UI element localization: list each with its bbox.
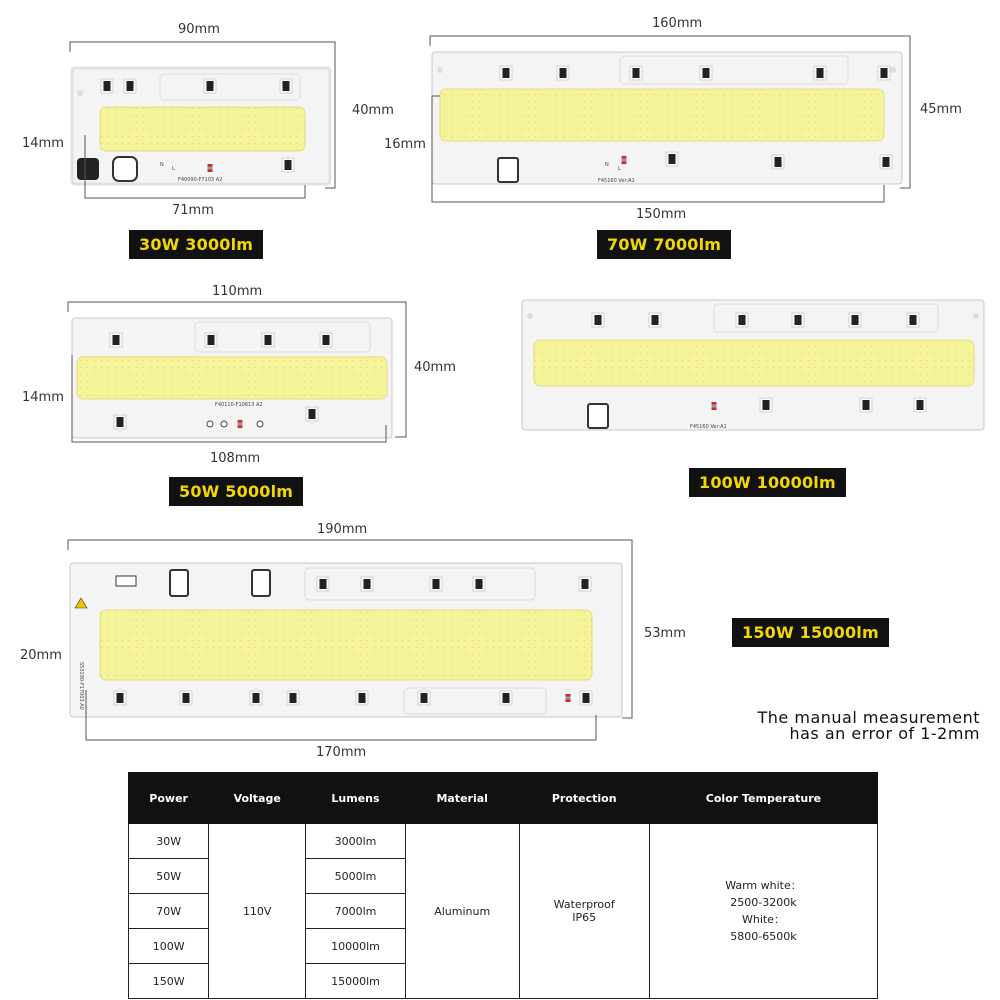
cell-lumens: 15000lm [306, 964, 406, 999]
dim-width-70w: 160mm [652, 16, 703, 31]
svg-text:L: L [618, 166, 621, 172]
svg-text:F40110-F10613 A2: F40110-F10613 A2 [215, 402, 263, 408]
dim-chip-width-50w: 108mm [210, 451, 261, 466]
protection-line1: Waterproof [553, 898, 615, 911]
color-temp-line3: White： [741, 913, 785, 926]
dim-width-50w: 110mm [212, 284, 263, 299]
svg-text:F40090-F7103 A2: F40090-F7103 A2 [178, 177, 223, 183]
cell-color-temperature [649, 824, 877, 999]
cell-power: 100W [129, 929, 209, 964]
cell-voltage: 110V [209, 824, 306, 999]
pcb-70w [432, 52, 902, 184]
header-color-temperature: Color Temperature [649, 773, 877, 824]
header-protection: Protection [519, 773, 649, 824]
measurement-note [758, 710, 980, 742]
color-temp-line4: 5800-6500k [730, 930, 797, 943]
color-temp-line2: 2500-3200k [730, 896, 797, 909]
rating-badge-50w: 50W 5000lm [169, 477, 303, 506]
header-lumens: Lumens [306, 773, 406, 824]
cell-lumens: 3000lm [306, 824, 406, 859]
cell-protection [519, 824, 649, 999]
dim-chip-height-70w: 16mm [384, 137, 426, 152]
header-voltage: Voltage [209, 773, 306, 824]
dim-width-150w: 190mm [317, 522, 368, 537]
spec-table-header [129, 773, 878, 824]
svg-text:N: N [605, 162, 609, 168]
protection-line2: IP65 [572, 911, 597, 924]
cell-lumens: 5000lm [306, 859, 406, 894]
cell-power: 50W [129, 859, 209, 894]
dim-chip-height-150w: 20mm [20, 648, 62, 663]
pcb-50w [72, 318, 392, 438]
header-power: Power [129, 773, 209, 824]
dim-chip-width-30w: 71mm [172, 203, 214, 218]
cell-power: 150W [129, 964, 209, 999]
rating-badge-70w: 70W 7000lm [597, 230, 731, 259]
header-material: Material [405, 773, 519, 824]
svg-text:F45160 Ver:A1: F45160 Ver:A1 [690, 424, 727, 430]
color-temp-line1: Warm white： [725, 879, 802, 892]
dim-chip-width-150w: 170mm [316, 745, 367, 760]
pcb-30w [72, 68, 330, 184]
cell-lumens: 7000lm [306, 894, 406, 929]
svg-text:F45160 Ver:A1: F45160 Ver:A1 [598, 178, 635, 184]
cell-power: 30W [129, 824, 209, 859]
cell-power: 70W [129, 894, 209, 929]
dim-chip-width-70w: 150mm [636, 207, 687, 222]
pcb-150w [70, 563, 622, 717]
spec-table [128, 772, 878, 999]
dim-height-150w: 53mm [644, 626, 686, 641]
cell-lumens: 10000lm [306, 929, 406, 964]
dim-chip-height-30w: 14mm [22, 136, 64, 151]
svg-text:S53190-F17003 A0: S53190-F17003 A0 [78, 662, 84, 710]
svg-text:N: N [160, 162, 164, 168]
rating-badge-30w: 30W 3000lm [129, 230, 263, 259]
measurement-note-line2: has an error of 1-2mm [789, 724, 980, 743]
svg-text:L: L [172, 166, 175, 172]
dim-width-30w: 90mm [178, 22, 220, 37]
measurement-note-line1: The manual measurement [757, 708, 980, 727]
dim-height-30w: 40mm [352, 103, 394, 118]
rating-badge-100w: 100W 10000lm [689, 468, 846, 497]
dim-height-50w: 40mm [414, 360, 456, 375]
dim-height-70w: 45mm [920, 102, 962, 117]
table-row [129, 824, 878, 859]
dim-chip-height-50w: 14mm [22, 390, 64, 405]
rating-badge-150w: 150W 15000lm [732, 618, 889, 647]
cell-material: Aluminum [405, 824, 519, 999]
pcb-100w [522, 300, 984, 430]
